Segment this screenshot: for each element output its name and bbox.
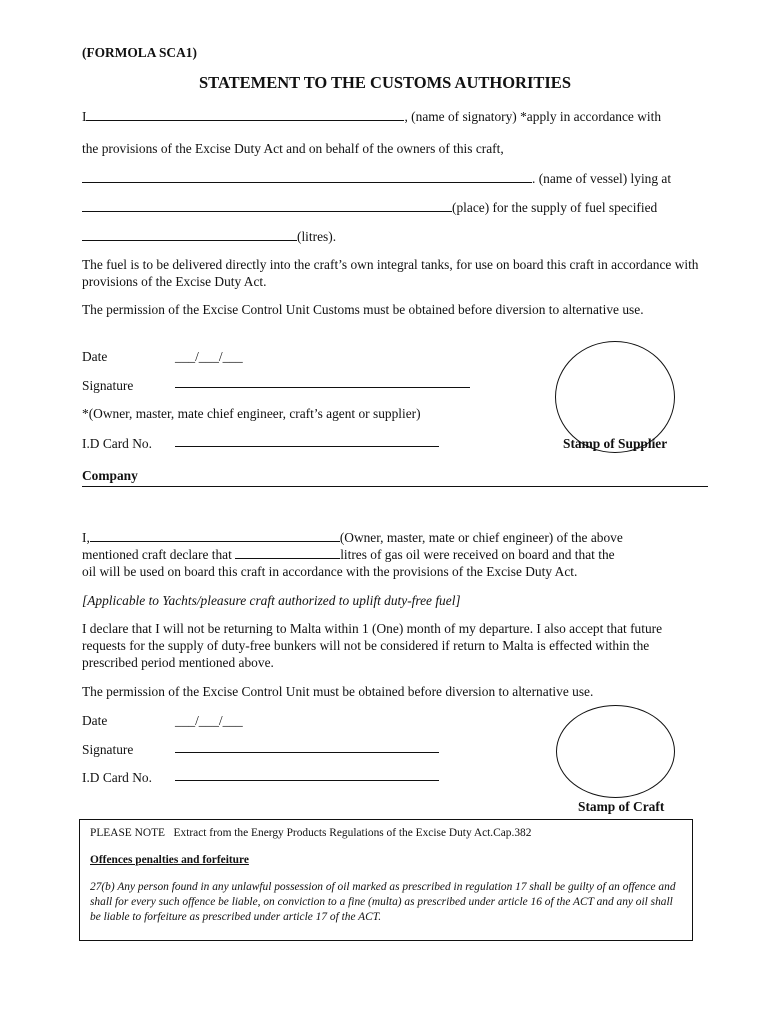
signature-field-2[interactable] <box>175 752 439 753</box>
supplier-stamp-label: Stamp of Supplier <box>563 436 668 451</box>
regulation-extract: Extract from the Energy Products Regulations of the Excise Duty Act.Cap.382 <box>173 827 532 839</box>
declare-line-1 <box>82 529 623 546</box>
declare-line-3: oil will be used on board this craft in accordance with the provisions of the Excise Duty Act. <box>82 564 578 579</box>
craft-stamp-circle <box>556 705 675 798</box>
id-card-field-2[interactable] <box>175 780 439 781</box>
declarant-name-field[interactable] <box>90 529 340 542</box>
declare-prefix: I, <box>82 530 90 545</box>
litres-line <box>82 228 336 245</box>
declare-line2-suffix: litres of gas oil were received on board and that the <box>340 547 615 562</box>
place-field[interactable] <box>82 199 452 212</box>
notice-box <box>79 819 693 941</box>
place-line <box>82 199 657 216</box>
date-label-2: Date <box>82 713 108 728</box>
roles-note: *(Owner, master, mate chief engineer, craft’s agent or supplier) <box>82 406 421 421</box>
provisions-line: the provisions of the Excise Duty Act and on behalf of the owners of this craft, <box>82 141 504 156</box>
permission-paragraph-1: The permission of the Excise Control Unit Customs must be obtained before diversion to alternative use. <box>82 302 644 317</box>
litres-suffix: (litres). <box>297 229 337 244</box>
section-divider <box>82 486 708 487</box>
signatory-prefix: I <box>82 109 87 124</box>
litres-received-field[interactable] <box>235 546 340 559</box>
page-title: STATEMENT TO THE CUSTOMS AUTHORITIES <box>199 73 571 92</box>
signatory-name-field[interactable] <box>86 108 404 121</box>
id-card-field-1[interactable] <box>175 446 439 447</box>
signature-label-2: Signature <box>82 742 134 757</box>
signature-field-1[interactable] <box>175 387 470 388</box>
offences-heading: Offences penalties and forfeiture <box>90 854 249 866</box>
litres-field[interactable] <box>82 228 297 241</box>
vessel-suffix: . (name of vessel) lying at <box>532 171 672 186</box>
offences-body: 27(b) Any person found in any unlawful possession of oil marked as prescribed in regulation 17 shall be guilty of an offence and shall for every such offence be liable, on conviction to a fine (multa) as prescribed under article 16 of the ACT and any oil shall be liable to forfeiture as prescribed under article 17 of the ACT. <box>90 881 676 923</box>
craft-stamp-label: Stamp of Craft <box>578 799 665 814</box>
company-label: Company <box>82 468 138 483</box>
declare-line1-suffix: (Owner, master, mate or chief engineer) of the above <box>339 530 623 545</box>
form-code: (FORMOLA SCA1) <box>82 45 197 60</box>
applicable-note: [Applicable to Yachts/pleasure craft authorized to uplift duty-free fuel] <box>82 593 461 608</box>
date-field-1[interactable]: ___/___/___ <box>175 349 243 364</box>
declare-line2-prefix: mentioned craft declare that <box>82 547 232 562</box>
place-suffix: (place) for the supply of fuel specified <box>452 200 658 215</box>
date-field-2[interactable]: ___/___/___ <box>175 713 243 728</box>
delivery-paragraph: The fuel is to be delivered directly into the craft’s own integral tanks, for use on board this craft in accordance with provisions of the Excise Duty Act. <box>82 257 699 289</box>
signatory-line <box>82 108 661 125</box>
date-label-1: Date <box>82 349 108 364</box>
declare-line-2 <box>82 546 615 563</box>
id-card-label-2: I.D Card No. <box>82 770 152 785</box>
return-declaration-paragraph: I declare that I will not be returning to Malta within 1 (One) month of my departure. I also accept that future requests for the supply of duty-free bunkers will not be considered if return to Malta is effected within the prescribed period mentioned above. <box>82 621 663 670</box>
vessel-name-field[interactable] <box>82 170 532 183</box>
signatory-suffix: , (name of signatory) *apply in accordance with <box>404 109 662 124</box>
notice-header <box>90 826 531 841</box>
id-card-label-1: I.D Card No. <box>82 436 152 451</box>
permission-paragraph-2: The permission of the Excise Control Unit must be obtained before diversion to alternative use. <box>82 684 594 699</box>
vessel-line <box>82 170 671 187</box>
signature-label-1: Signature <box>82 378 134 393</box>
please-note-label: PLEASE NOTE <box>90 827 165 839</box>
